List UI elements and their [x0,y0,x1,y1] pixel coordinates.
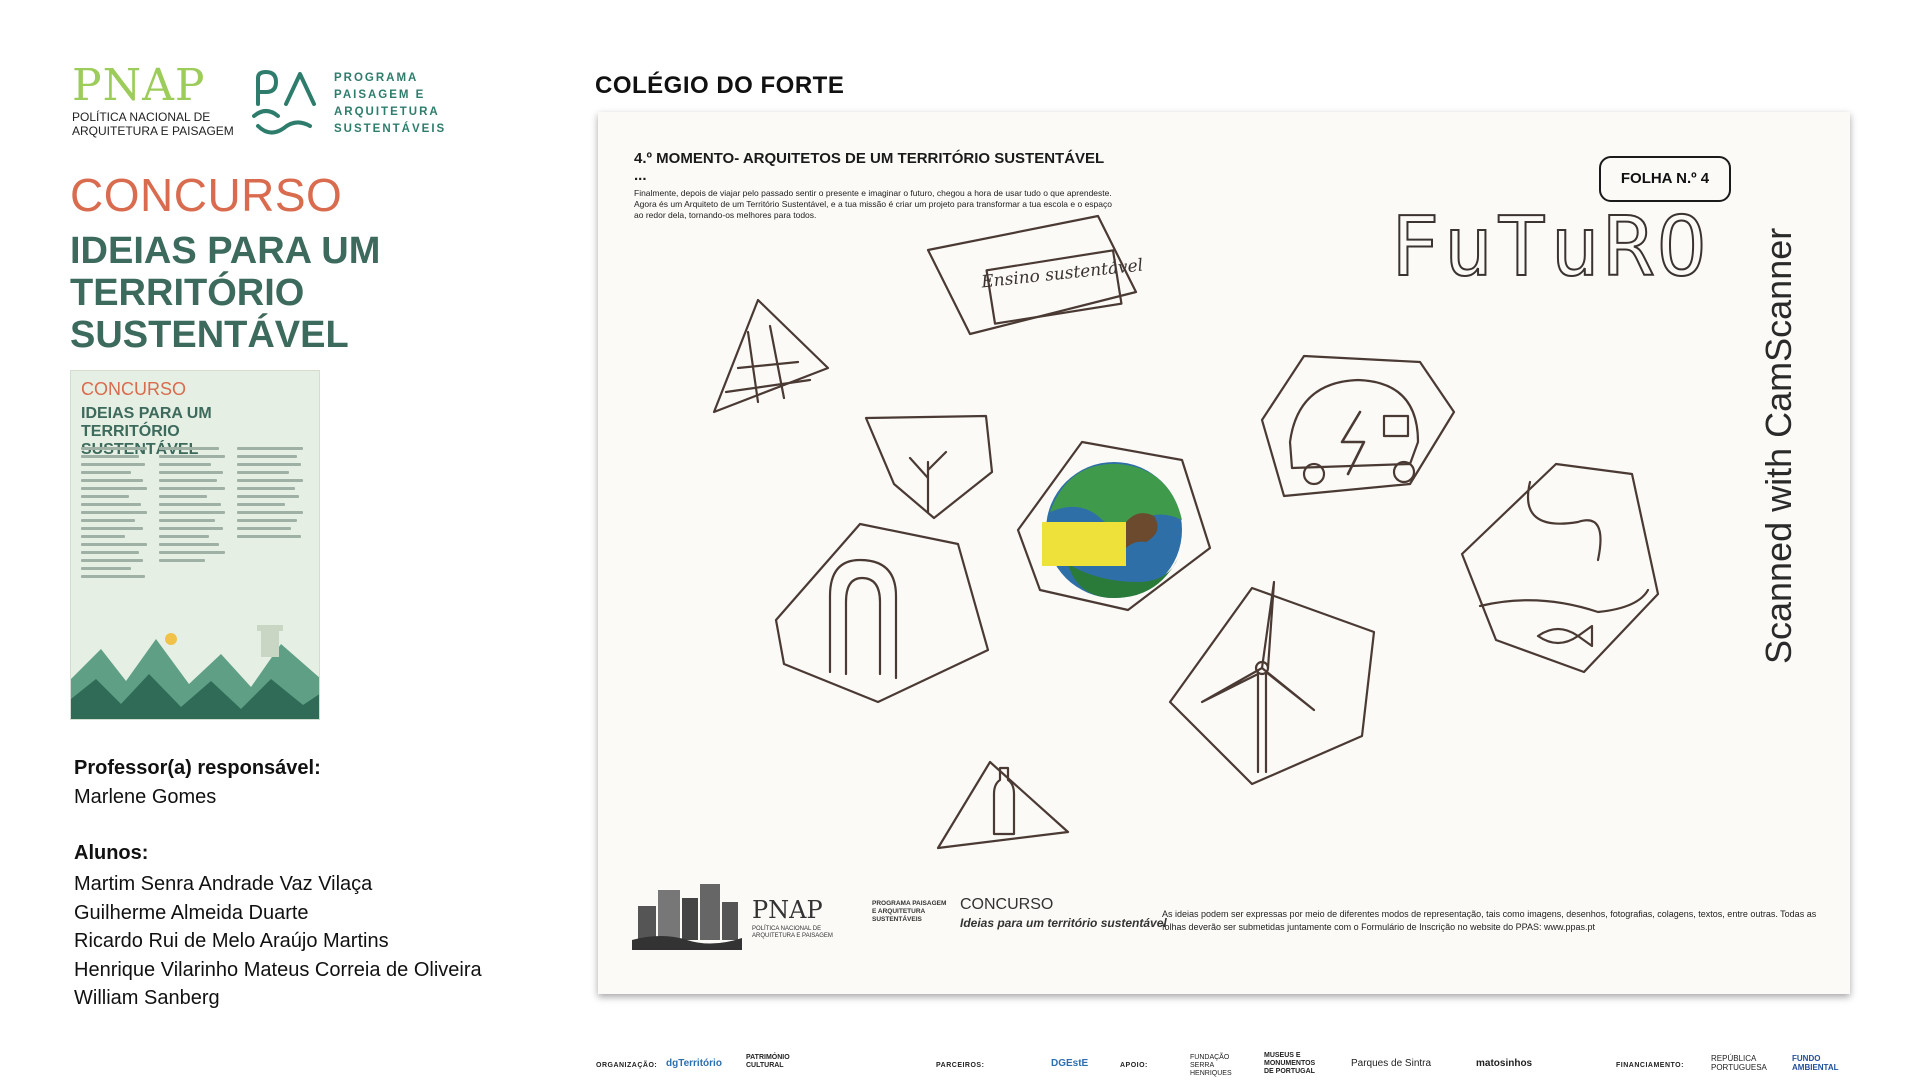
student-name: Henrique Vilarinho Mateus Correia de Oliveira [74,958,482,981]
tunnel-house-drawing [776,524,988,702]
students-list [74,870,482,1013]
patrimonio-cultural-logo: PATRIMÓNIO CULTURAL [746,1054,790,1069]
globe-fill [1042,462,1182,598]
poster-text-column-3 [237,447,307,543]
dgeste-logo: DGEstE [1051,1058,1089,1069]
scanned-worksheet [598,112,1850,994]
ppas-logo-line-1: PROGRAMA [334,72,419,84]
electric-car-drawing [1262,356,1454,496]
student-name: Ricardo Rui de Melo Araújo Martins [74,930,389,952]
poster-contest-label: CONCURSO [81,379,187,399]
dgterritorio-logo: dgTerritório [666,1058,722,1069]
sheet-number-badge: FOLHA N.º 4 [1599,156,1731,202]
pnap-logo-word: PNAP [72,60,206,111]
contest-label: CONCURSO [70,169,343,221]
parques-de-sintra-logo: Parques de Sintra [1351,1058,1432,1069]
student-name: Martim Senra Andrade Vaz Vilaça [74,873,373,895]
republica-portuguesa-logo: REPÚBLICA PORTUGUESA [1711,1054,1767,1072]
ppas-logo-line-2: PAISAGEM E [334,89,426,101]
student-name: William Sanberg [74,987,220,1009]
poster-contest-title: IDEIAS PARA UM TERRITÓRIO [81,405,212,440]
organization-label: ORGANIZAÇÃO: [596,1062,658,1069]
ppas-logo-icon [252,70,328,140]
ppas-logo [252,66,452,142]
solar-panel-drawing [714,300,828,412]
ppas-logo-line-4: SUSTENTÁVEIS [334,123,447,135]
footer-note: As ideias podem ser expressas por meio de diferentes modos de representação, tais como imagens, desenhos, fotografias, colagens, textos, entre outras. Todas as folhas deverão ser submetidas juntamente com o Formulário de Inscrição no website do PPAS: www.ppas.pt [1162,909,1817,932]
fundo-ambiental-logo: FUNDO AMBIENTAL [1792,1054,1839,1072]
footer-contest-title: Ideias para um território sustentável [960,916,1167,930]
fundacao-serra-henriques-logo: FUNDAÇÃO SERRA HENRIQUES [1190,1054,1232,1077]
students-label: Alunos: [74,842,149,864]
footer-city-illustration [632,870,742,950]
student-name: Guilherme Almeida Duarte [74,901,309,924]
teacher-name: Marlene Gomes [74,786,217,808]
matosinhos-logo: matosinhos [1476,1058,1533,1069]
ppas-logo-text [334,70,446,138]
footer-ppas-logo: PROGRAMA PAISAGEM E ARQUITETURA SUSTENTÁVEIS [872,900,947,923]
support-label: APOIO: [1120,1062,1148,1069]
poster-landscape-illustration [71,609,320,719]
footer-pnap-subtitle: POLÍTICA NACIONAL DE ARQUITETURA E PAISAGEM [752,926,833,939]
header-logos [72,60,472,144]
landscape-fish-drawing [1462,464,1658,672]
futuro-handwritten-title: FuTuRO [1390,200,1711,295]
worksheet-footer [632,870,1822,950]
ppas-logo-line-3: ARQUITETURA [334,106,440,118]
museus-monumentos-logo: MUSEUS E MONUMENTOS DE PORTUGAL [1264,1052,1316,1075]
school-name: COLÉGIO DO FORTE [595,72,845,99]
poster-text-column-1 [81,447,151,583]
pnap-logo [72,60,234,138]
footer-contest-label: CONCURSO [960,896,1054,913]
sponsors-bar [596,1048,1850,1080]
ensino-sustentavel-handwriting: Ensino sustentável [980,255,1145,293]
contest-title: IDEIAS PARA UM TERRITÓRIO SUSTENTÁVEL [70,230,381,356]
pnap-logo-sub-line-2: ARQUITETURA E PAISAGEM [72,124,234,138]
teacher-label: Professor(a) responsável: [74,757,321,779]
contest-poster-thumbnail [70,370,320,720]
camscanner-watermark: Scanned with CamScanner [1758,227,1799,664]
hand-drawing-illustration [598,112,1850,872]
pnap-logo-sub-line-1: POLÍTICA NACIONAL DE [72,110,211,124]
funding-label: FINANCIAMENTO: [1616,1062,1684,1069]
poster-text-column-2 [159,447,229,567]
footer-pnap-logo: PNAP [752,896,823,924]
worksheet-title: 4.º MOMENTO- ARQUITETOS DE UM TERRITÓRIO SUSTENTÁVEL ... [634,150,1104,184]
pnap-logo-subtitle [72,110,234,138]
partners-label: PARCEIROS: [936,1062,985,1069]
worksheet-instructions: Finalmente, depois de viajar pelo passado sentir o presente e imaginar o futuro, chegou a hora de usar tudo o que aprendeste. Agora és um Arquiteto de um Território Sustentável, e a tua missão é criar um projeto para transformar a tua escola e o espaço ao redor dela, tornando-os melhores para todos. [634,188,1112,220]
